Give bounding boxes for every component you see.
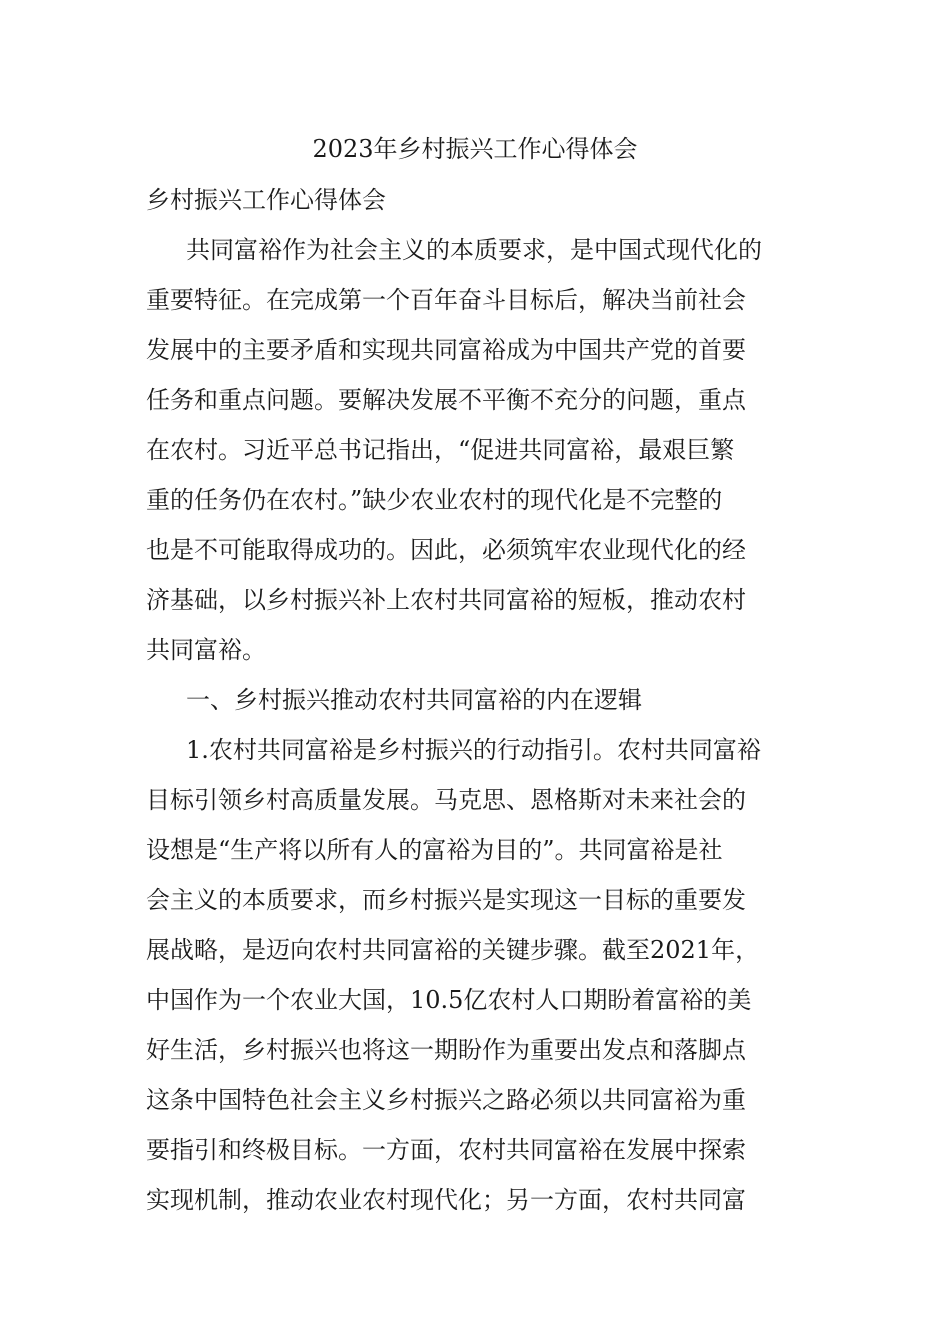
text-line: 会主义的本质要求，而乡村振兴是实现这一目标的重要发 [146,886,746,914]
text-line: 设想是“生产将以所有人的富裕为目的”。共同富裕是社 [146,836,723,864]
text-line: 展战略，是迈向农村共同富裕的关键步骤。截至2021年， [146,936,760,964]
text-line: 要指引和终极目标。一方面，农村共同富裕在发展中探索 [146,1136,746,1164]
text-line: 目标引领乡村高质量发展。马克思、恩格斯对未来社会的 [146,786,746,814]
text-line: 中国作为一个农业大国，10.5亿农村人口期盼着富裕的美 [146,986,752,1014]
text-line: 任务和重点问题。要解决发展不平衡不充分的问题，重点 [146,386,746,414]
text-line: 共同富裕作为社会主义的本质要求，是中国式现代化的 [186,236,762,264]
text-line: 这条中国特色社会主义乡村振兴之路必须以共同富裕为重 [146,1086,746,1114]
text-line: 在农村。习近平总书记指出，“促进共同富裕，最艰巨繁 [146,436,735,464]
text-line: 发展中的主要矛盾和实现共同富裕成为中国共产党的首要 [146,336,746,364]
text-line: 共同富裕。 [146,636,266,664]
text-line: 1.农村共同富裕是乡村振兴的行动指引。农村共同富裕 [186,736,761,764]
document-subtitle: 乡村振兴工作心得体会 [146,186,386,214]
section-heading: 一、乡村振兴推动农村共同富裕的内在逻辑 [186,686,642,714]
text-line: 实现机制，推动农业农村现代化；另一方面，农村共同富 [146,1186,746,1214]
text-line: 也是不可能取得成功的。因此，必须筑牢农业现代化的经 [146,536,746,564]
document-title: 2023年乡村振兴工作心得体会 [312,135,638,163]
text-line: 好生活，乡村振兴也将这一期盼作为重要出发点和落脚点 [146,1036,746,1064]
text-line: 重的任务仍在农村。”缺少农业农村的现代化是不完整的 [146,486,723,514]
text-line: 济基础，以乡村振兴补上农村共同富裕的短板，推动农村 [146,586,746,614]
text-line: 重要特征。在完成第一个百年奋斗目标后，解决当前社会 [146,286,746,314]
